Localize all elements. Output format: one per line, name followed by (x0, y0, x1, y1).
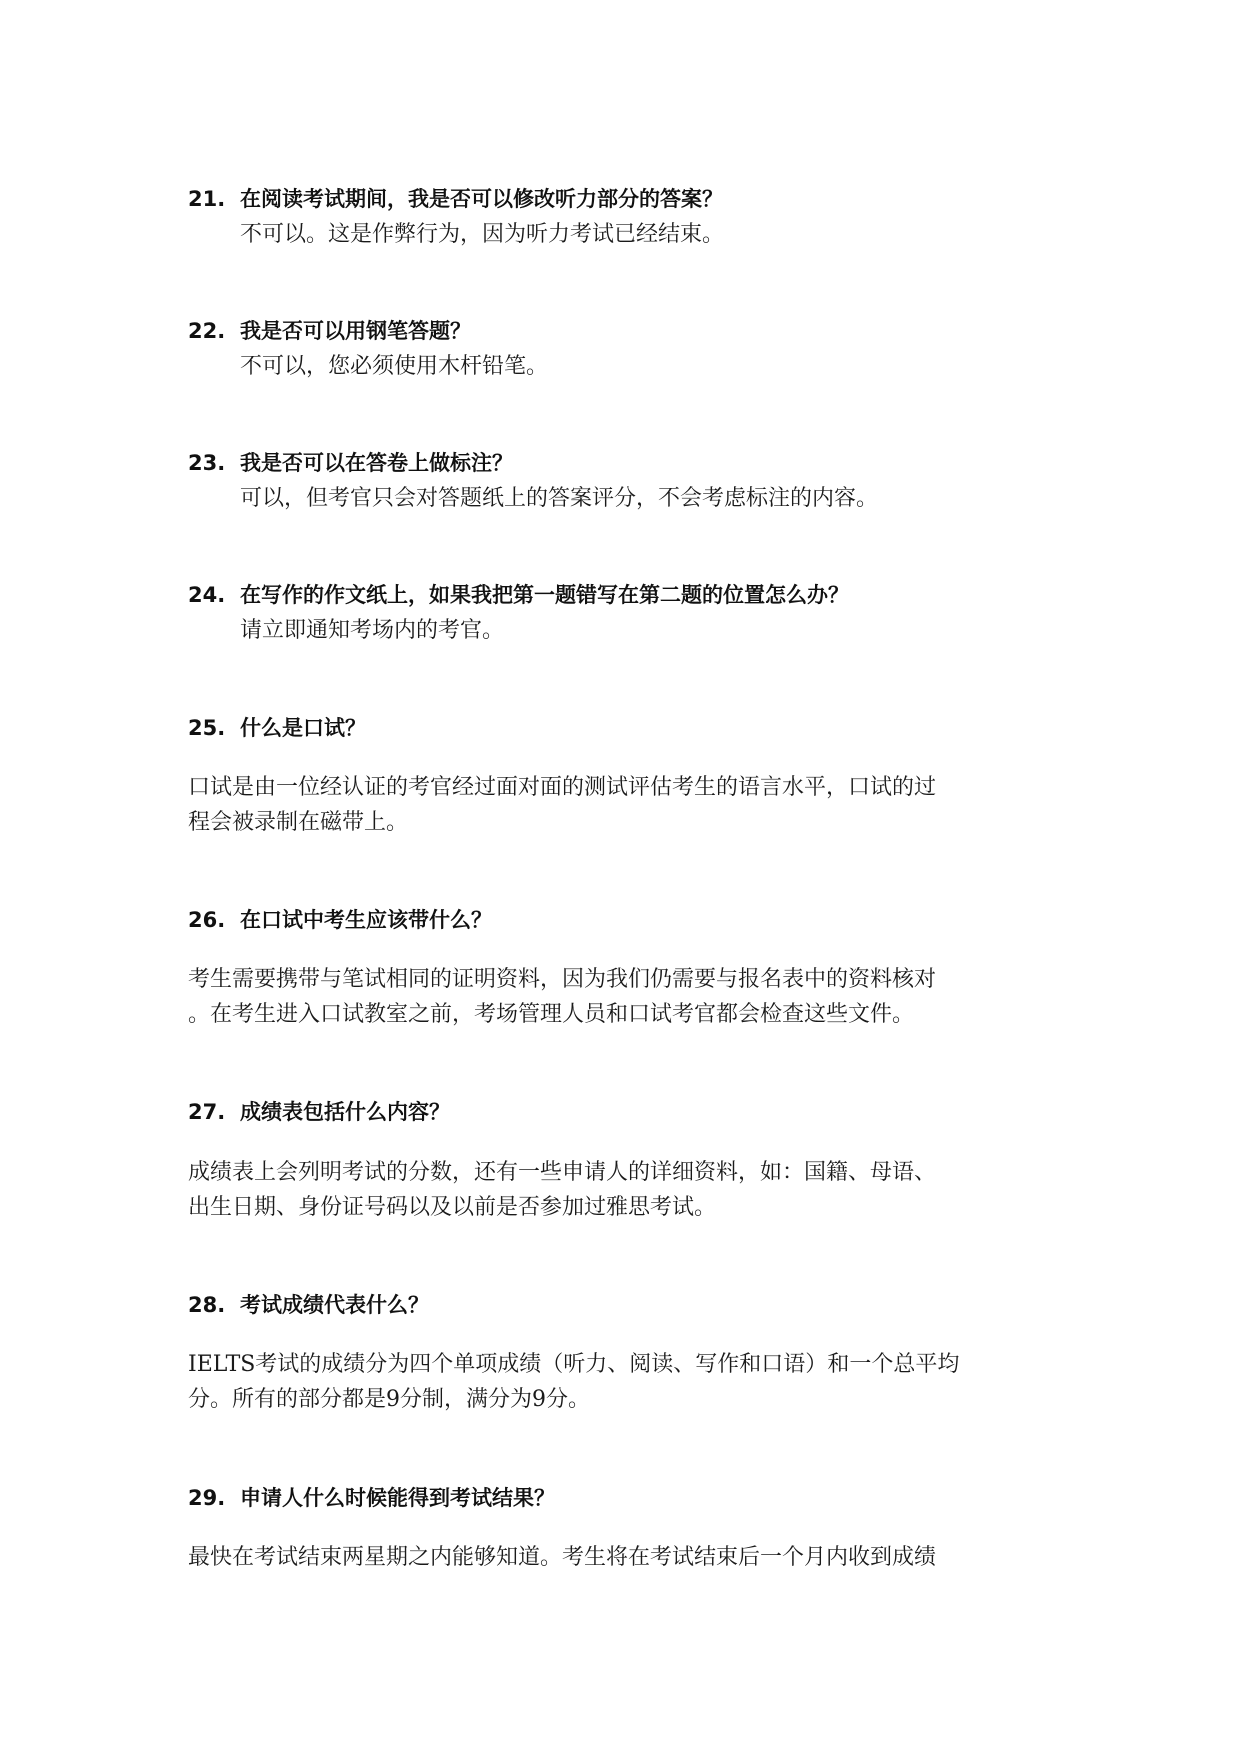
question-text: 什么是口试？ (240, 716, 366, 740)
answer-line: 。在考生进入口试教室之前，考场管理人员和口试考官都会检查这些文件。 (188, 1002, 915, 1027)
question-21 (188, 184, 723, 214)
answer-line: 出生日期、身份证号码以及以前是否参加过雅思考试。 (188, 1195, 717, 1220)
answer-line: 分。所有的部分都是9分制，满分为9分。 (188, 1387, 590, 1412)
answer-line: 考生需要携带与笔试相同的证明资料，因为我们仍需要与报名表中的资料核对 (188, 967, 937, 992)
question-26 (188, 905, 492, 935)
question-number: 23. (188, 451, 226, 475)
answer-22: 不可以，您必须使用木杆铅笔。 (240, 354, 549, 379)
question-number: 29. (188, 1486, 226, 1510)
question-text: 我是否可以在答卷上做标注？ (240, 451, 513, 475)
answer-25 (188, 770, 1058, 840)
question-28 (188, 1290, 429, 1320)
question-29 (188, 1483, 555, 1513)
question-number: 28. (188, 1293, 226, 1317)
answer-line: 程会被录制在磁带上。 (188, 810, 409, 835)
question-text: 在口试中考生应该带什么？ (240, 908, 492, 932)
answer-23: 可以，但考官只会对答题纸上的答案评分，不会考虑标注的内容。 (240, 486, 879, 511)
question-number: 26. (188, 908, 226, 932)
question-text: 申请人什么时候能得到考试结果？ (240, 1486, 555, 1510)
question-number: 27. (188, 1100, 226, 1124)
question-text: 成绩表包括什么内容？ (240, 1100, 450, 1124)
answer-29 (188, 1540, 1058, 1575)
question-text: 在阅读考试期间，我是否可以修改听力部分的答案？ (240, 187, 723, 211)
question-number: 22. (188, 319, 226, 343)
answer-21: 不可以。这是作弊行为，因为听力考试已经结束。 (240, 222, 725, 247)
answer-line: 最快在考试结束两星期之内能够知道。考生将在考试结束后一个月内收到成绩 (188, 1545, 937, 1570)
answer-27 (188, 1155, 1058, 1225)
question-number: 25. (188, 716, 226, 740)
question-22 (188, 316, 471, 346)
answer-28 (188, 1347, 1058, 1417)
question-text: 我是否可以用钢笔答题？ (240, 319, 471, 343)
answer-24: 请立即通知考场内的考官。 (240, 618, 505, 643)
question-24 (188, 580, 849, 610)
question-25 (188, 713, 366, 743)
answer-26 (188, 962, 1058, 1032)
answer-line: 成绩表上会列明考试的分数，还有一些申请人的详细资料，如：国籍、母语、 (188, 1160, 937, 1185)
question-text: 在写作的作文纸上，如果我把第一题错写在第二题的位置怎么办？ (240, 583, 849, 607)
answer-line: 口试是由一位经认证的考官经过面对面的测试评估考生的语言水平，口试的过 (188, 775, 937, 800)
question-23 (188, 448, 513, 478)
question-27 (188, 1097, 450, 1127)
question-number: 21. (188, 187, 226, 211)
question-text: 考试成绩代表什么？ (240, 1293, 429, 1317)
answer-line: IELTS考试的成绩分为四个单项成绩（听力、阅读、写作和口语）和一个总平均 (188, 1352, 960, 1377)
question-number: 24. (188, 583, 226, 607)
